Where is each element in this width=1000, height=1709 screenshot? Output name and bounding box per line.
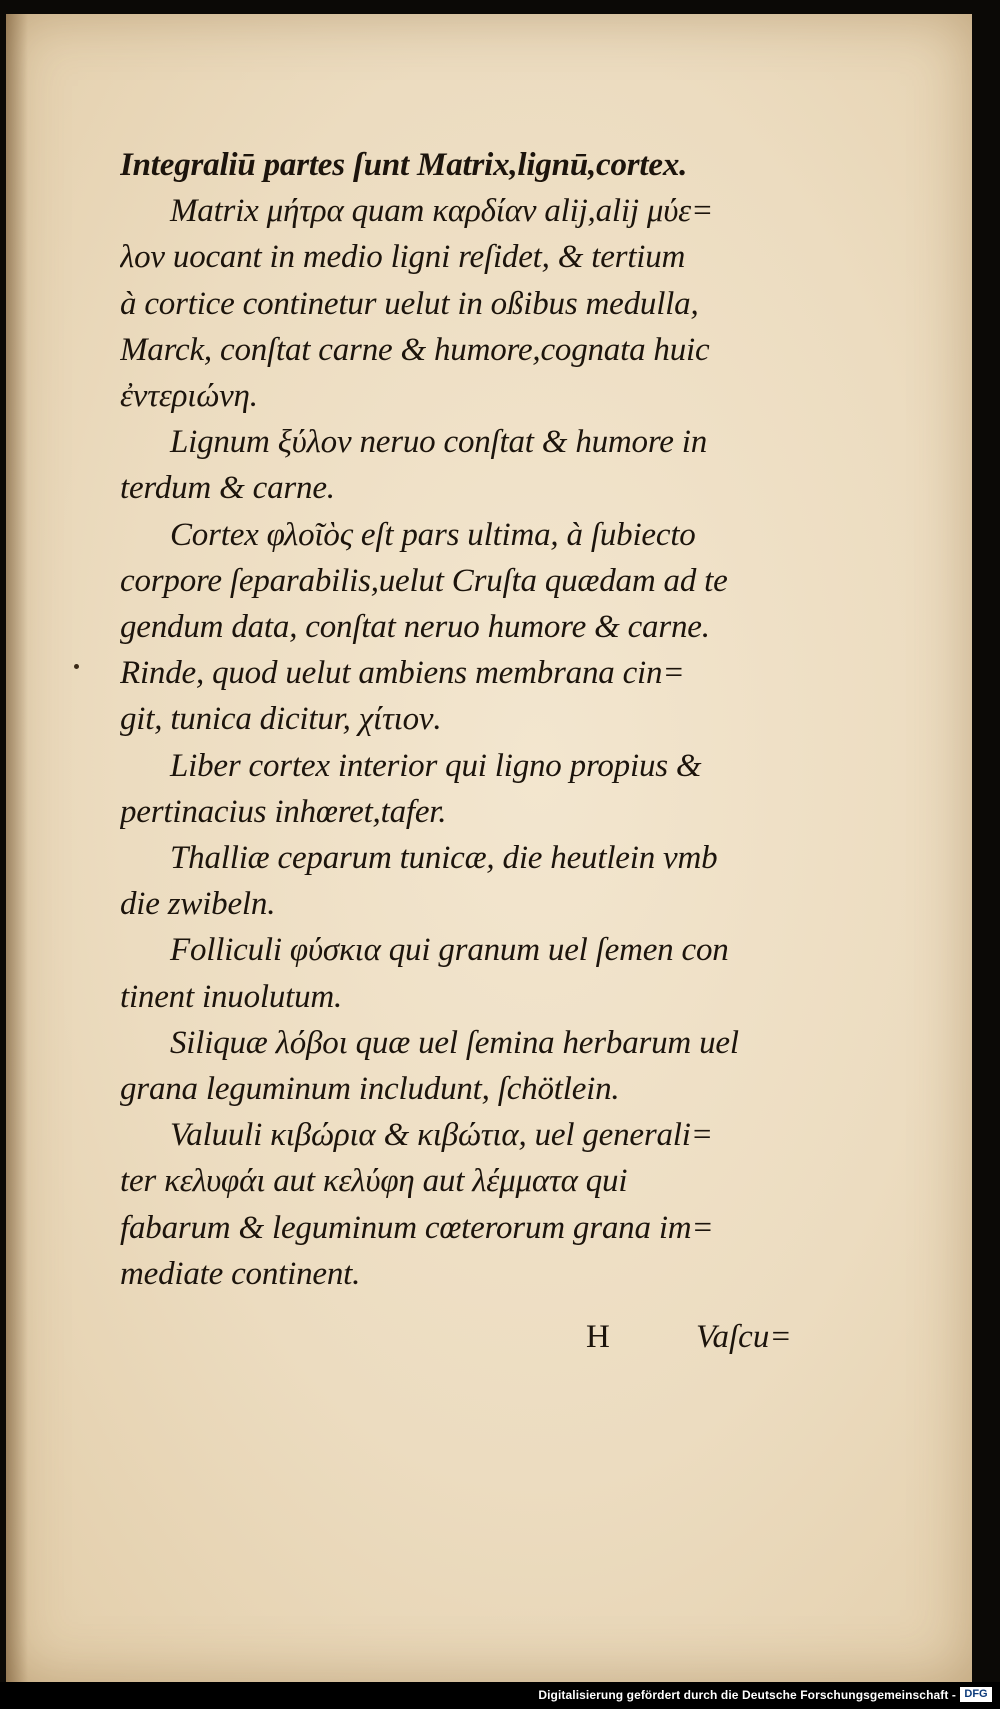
text-line: terdum & carne.: [120, 470, 335, 507]
text-line: die zwibeln.: [120, 886, 276, 923]
margin-mark: [74, 664, 79, 669]
funding-credit: Digitalisierung gefördert durch die Deutsche Forschungsgemeinschaft -: [538, 1688, 956, 1702]
text-line: Cortex φλοῖὸς eſt pars ultima, à ſubiecto: [170, 516, 696, 553]
catchword: Vaſcu=: [696, 1319, 792, 1355]
text-line: Integraliū partes ſunt Matrix,lignū,cortex.: [120, 147, 688, 183]
text-line: Thalliæ ceparum tunicæ, die heutlein vmb: [170, 840, 718, 877]
text-line: git, tunica dicitur, χίτιον.: [120, 701, 442, 738]
text-line: fabarum & leguminum cœterorum grana im=: [120, 1209, 714, 1246]
text-line: à cortice continetur uelut in oßibus medulla,: [120, 285, 699, 322]
text-line: mediate continent.: [120, 1255, 361, 1292]
text-line: ter κελυφάι aut κελύφη aut λέμματα qui: [120, 1163, 628, 1200]
digitization-footer: [0, 1682, 1000, 1709]
dfg-logo-icon: DFG: [960, 1687, 992, 1702]
text-line: grana leguminum includunt, ſchötlein.: [120, 1071, 620, 1108]
text-line: Matrix μήτρα quam καρδίαν alij,alij μύε=: [170, 193, 714, 230]
text-line: Lignum ξύλον neruo conſtat & humore in: [170, 424, 708, 461]
book-page: [6, 14, 972, 1682]
text-line: Marck, conſtat carne & humore,cognata huic: [120, 331, 710, 368]
text-line: Liber cortex interior qui ligno propius &: [170, 747, 702, 784]
text-line: Rinde, quod uelut ambiens membrana cin=: [120, 655, 685, 692]
text-line: pertinacius inhœret,tafer.: [120, 793, 447, 830]
text-line: λον uocant in medio ligni reſidet, & tertium: [120, 239, 686, 276]
text-line: corpore ſeparabilis,uelut Cruſta quædam ad te: [120, 562, 728, 599]
text-line: tinent inuolutum.: [120, 978, 343, 1015]
signature-mark: H: [586, 1319, 610, 1355]
text-line: Folliculi φύσκια qui granum uel ſemen con: [170, 932, 729, 969]
text-line: gendum data, conſtat neruo humore & carne.: [120, 609, 710, 646]
text-line: Valuuli κιβώρια & κιβώτια, uel generali=: [170, 1117, 713, 1154]
text-line: Siliquæ λόβοι quæ uel ſemina herbarum uel: [170, 1024, 739, 1061]
page-text-block: [120, 142, 820, 1297]
text-line: ἐντεριώνη.: [120, 378, 258, 415]
